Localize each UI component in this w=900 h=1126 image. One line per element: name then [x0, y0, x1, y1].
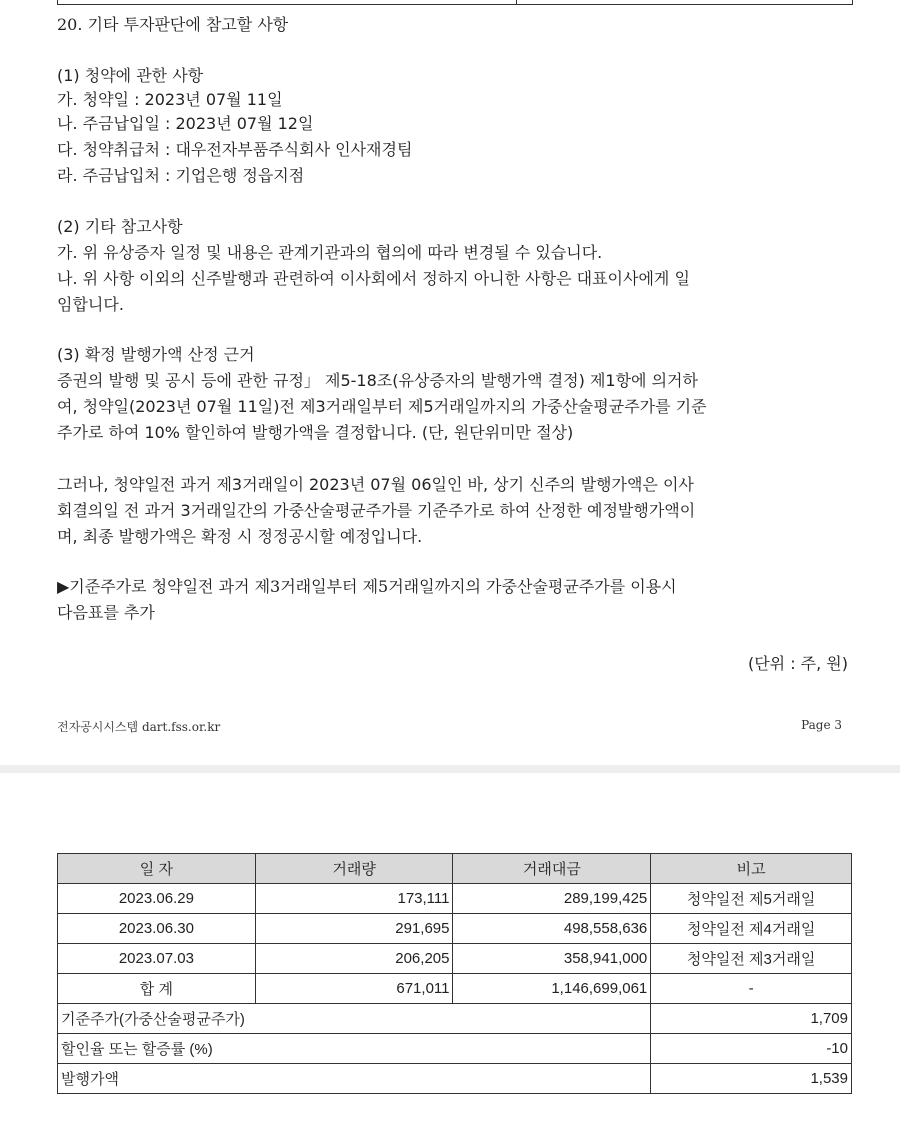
header-remark: 비고 [651, 854, 852, 884]
para-line: 그러나, 청약일전 과거 제3거래일이 2023년 07월 06일인 바, 상기 신주의 발행가액은 이사 [57, 475, 694, 494]
table-row [58, 884, 852, 914]
sub3-heading: (3) 확정 발행가액 산정 근거 [57, 345, 255, 364]
page-separator [0, 765, 900, 773]
total-remark: - [651, 974, 852, 1004]
sub2-line: 가. 위 유상증자 일정 및 내용은 관계기관과의 협의에 따라 변경될 수 있습니다. [57, 243, 603, 262]
summary-row [58, 1004, 852, 1034]
cell-volume: 291,695 [255, 914, 453, 944]
sub1-line: 다. 청약취급처 : 대우전자부품주식회사 인사재경팀 [57, 140, 413, 159]
para-line: 며, 최종 발행가액은 확정 시 정정공시할 예정입니다. [57, 527, 423, 546]
cell-volume: 173,111 [255, 884, 453, 914]
sub3-line: 주가로 하여 10% 할인하여 발행가액을 결정합니다. (단, 원단위미만 절상) [57, 423, 574, 442]
discount-rate-label: 할인율 또는 할증률 (%) [58, 1034, 651, 1064]
section-title: 20. 기타 투자판단에 참고할 사항 [57, 15, 289, 34]
sub1-line: 가. 청약일 : 2023년 07월 11일 [57, 90, 283, 109]
table-total-row [58, 974, 852, 1004]
price-table [57, 853, 852, 1094]
table-row [58, 944, 852, 974]
cell-amount: 289,199,425 [453, 884, 651, 914]
note-line: 다음표를 추가 [57, 603, 155, 622]
total-amount: 1,146,699,061 [453, 974, 651, 1004]
unit-label: (단위 : 주, 원) [747, 654, 848, 673]
cell-amount: 358,941,000 [453, 944, 651, 974]
footer-source: 전자공시시스템 dart.fss.or.kr [57, 720, 221, 734]
base-price-label: 기준주가(가중산술평균주가) [58, 1004, 651, 1034]
cell-amount: 498,558,636 [453, 914, 651, 944]
cell-date: 2023.07.03 [58, 944, 256, 974]
cell-remark: 청약일전 제5거래일 [651, 884, 852, 914]
summary-row [58, 1064, 852, 1094]
para-line: 회결의일 전 과거 3거래일간의 가중산술평균주가를 기준주가로 하여 산정한 예정발행가액이 [57, 501, 696, 520]
discount-rate-value: -10 [651, 1034, 852, 1064]
previous-table-bottom-border [57, 0, 853, 5]
cell-remark: 청약일전 제3거래일 [651, 944, 852, 974]
total-label: 합 계 [58, 974, 256, 1004]
cell-date: 2023.06.29 [58, 884, 256, 914]
sub1-line: 라. 주금납입처 : 기업은행 정읍지점 [57, 166, 305, 185]
header-amount: 거래대금 [453, 854, 651, 884]
header-date: 일 자 [58, 854, 256, 884]
footer-page-number: Page 3 [801, 718, 842, 732]
sub2-line: 임합니다. [57, 295, 124, 314]
sub2-heading: (2) 기타 참고사항 [57, 217, 183, 236]
sub1-line: 나. 주금납입일 : 2023년 07월 12일 [57, 114, 314, 133]
sub3-line: 여, 청약일(2023년 07월 11일)전 제3거래일부터 제5거래일까지의 가중산술평균주가를 기준 [57, 397, 707, 416]
base-price-value: 1,709 [651, 1004, 852, 1034]
sub2-line: 나. 위 사항 이외의 신주발행과 관련하여 이사회에서 정하지 아니한 사항은 대표이사에게 일 [57, 269, 690, 288]
document-page-4 [0, 773, 900, 1126]
table-header-row [58, 854, 852, 884]
issue-price-value: 1,539 [651, 1064, 852, 1094]
summary-row [58, 1034, 852, 1064]
total-volume: 671,011 [255, 974, 453, 1004]
cell-date: 2023.06.30 [58, 914, 256, 944]
table-row [58, 914, 852, 944]
note-line: ▶기준주가로 청약일전 과거 제3거래일부터 제5거래일까지의 가중산술평균주가를 이용시 [57, 577, 677, 596]
sub1-heading: (1) 청약에 관한 사항 [57, 66, 204, 85]
header-volume: 거래량 [255, 854, 453, 884]
sub3-line: 증권의 발행 및 공시 등에 관한 규정」 제5-18조(유상증자의 발행가액 결정) 제1항에 의거하 [57, 371, 698, 390]
cell-remark: 청약일전 제4거래일 [651, 914, 852, 944]
cell-volume: 206,205 [255, 944, 453, 974]
issue-price-label: 발행가액 [58, 1064, 651, 1094]
